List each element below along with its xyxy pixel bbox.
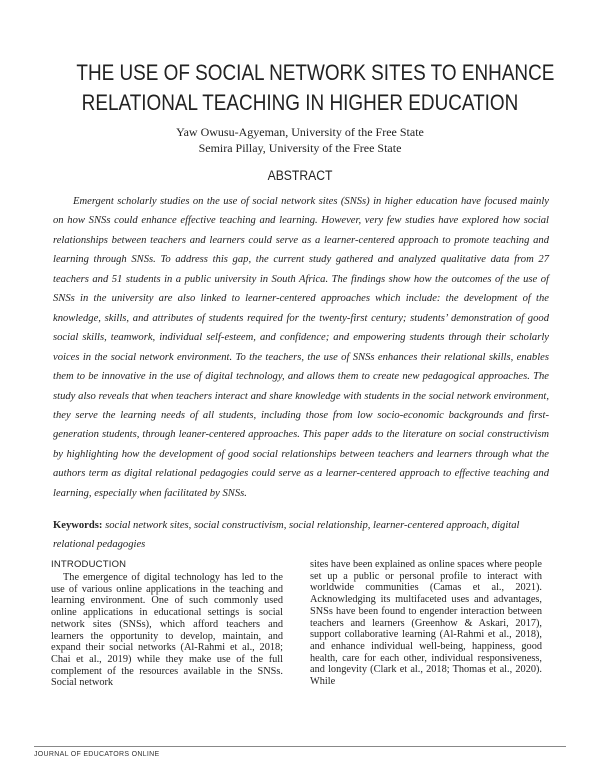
abstract-text: Emergent scholarly studies on the use of social network sites (SNSs) in higher education have focused mainly on how SNSs could enhance effective teaching and learning. However, very few studies have explored how social relationships between teachers and learners could serve as a learner-centered approach to promote teaching and learning through SNSs. To address this gap, the current study gathered and analyzed qualitative data from 27 teachers and 51 students in a public university in South Africa. The findings show how the outcomes of the use of SNSs in the university are also linked to learner-centered approaches which include: the development of the knowledge, skills, and attributes of students required for the twenty-first century; students’ demonstration of good social skills, teamwork, individual self-esteem, and confidence; and empowering students through their scholarly voices in the social network environment. To the teachers, the use of SNSs enhances their relational skills, enables them to be innovative in the use of digital technology, and allows them to create new pedagogical approaches. The study also reveals that when teachers interact and share knowledge with students in the social network environment, they serve the learning needs of all students, including those from low socio-economic backgrounds and first-generation students, through leaner-centered approaches. This paper adds to the literature on social constructivism by highlighting how the development of good social relationships between teachers and learners through what the authors term as digital relational pedagogies could serve as a learner-centered approach to effective teaching and learning, especially when facilitated by SNSs. <box>53 196 549 499</box>
keywords-label: Keywords: <box>53 520 103 531</box>
keywords <box>53 516 549 554</box>
author-1: Yaw Owusu-Agyeman, University of the Free State <box>176 125 424 139</box>
keywords-text: social network sites, social constructivism, social relationship, learner-centered approach, digital relational pedagogies <box>53 520 520 550</box>
section-heading-introduction: INTRODUCTION <box>51 559 127 570</box>
title-line-2: RELATIONAL TEACHING IN HIGHER EDUCATION <box>81 90 519 115</box>
body-paragraph-continued: sites have been explained as online spaces where people set up a public or personal profile to interact with worldwide communities (Camas et al., 2021). Acknowledging its multifaceted uses and advantages, SNSs have been found to engender interaction between teachers and learners (Greenhow & Askari, 2017), support collaborative learning (Al-Rahmi et al., 2018), and enhance individual well-being, happiness, good health, care for each other, individual responsiveness, and longevity (Clark et al., 2018; Thomas et al., 2020). While <box>310 559 542 688</box>
body-paragraph: The emergence of digital technology has led to the use of various online applications in the teaching and learning environment. One of such commonly used online applications in educational settings is social network sites (SNSs), which afford teachers and learners the opportunity to develop, maintain, and expand their social networks (Al-Rahmi et al., 2018; Chai et al., 2019) while they make use of the full complement of the resources available in the SNSs. Social network <box>51 572 283 689</box>
journal-footer: JOURNAL OF EDUCATORS ONLINE <box>34 751 160 758</box>
title-line-1: THE USE OF SOCIAL NETWORK SITES TO ENHANCE <box>76 60 555 85</box>
abstract-heading: ABSTRACT <box>267 168 333 183</box>
paper-title <box>76 58 555 118</box>
author-list <box>0 124 600 156</box>
footer-divider <box>34 746 566 747</box>
body-column-left <box>51 559 283 689</box>
body-column-right <box>310 559 542 688</box>
author-2: Semira Pillay, University of the Free State <box>198 141 402 155</box>
